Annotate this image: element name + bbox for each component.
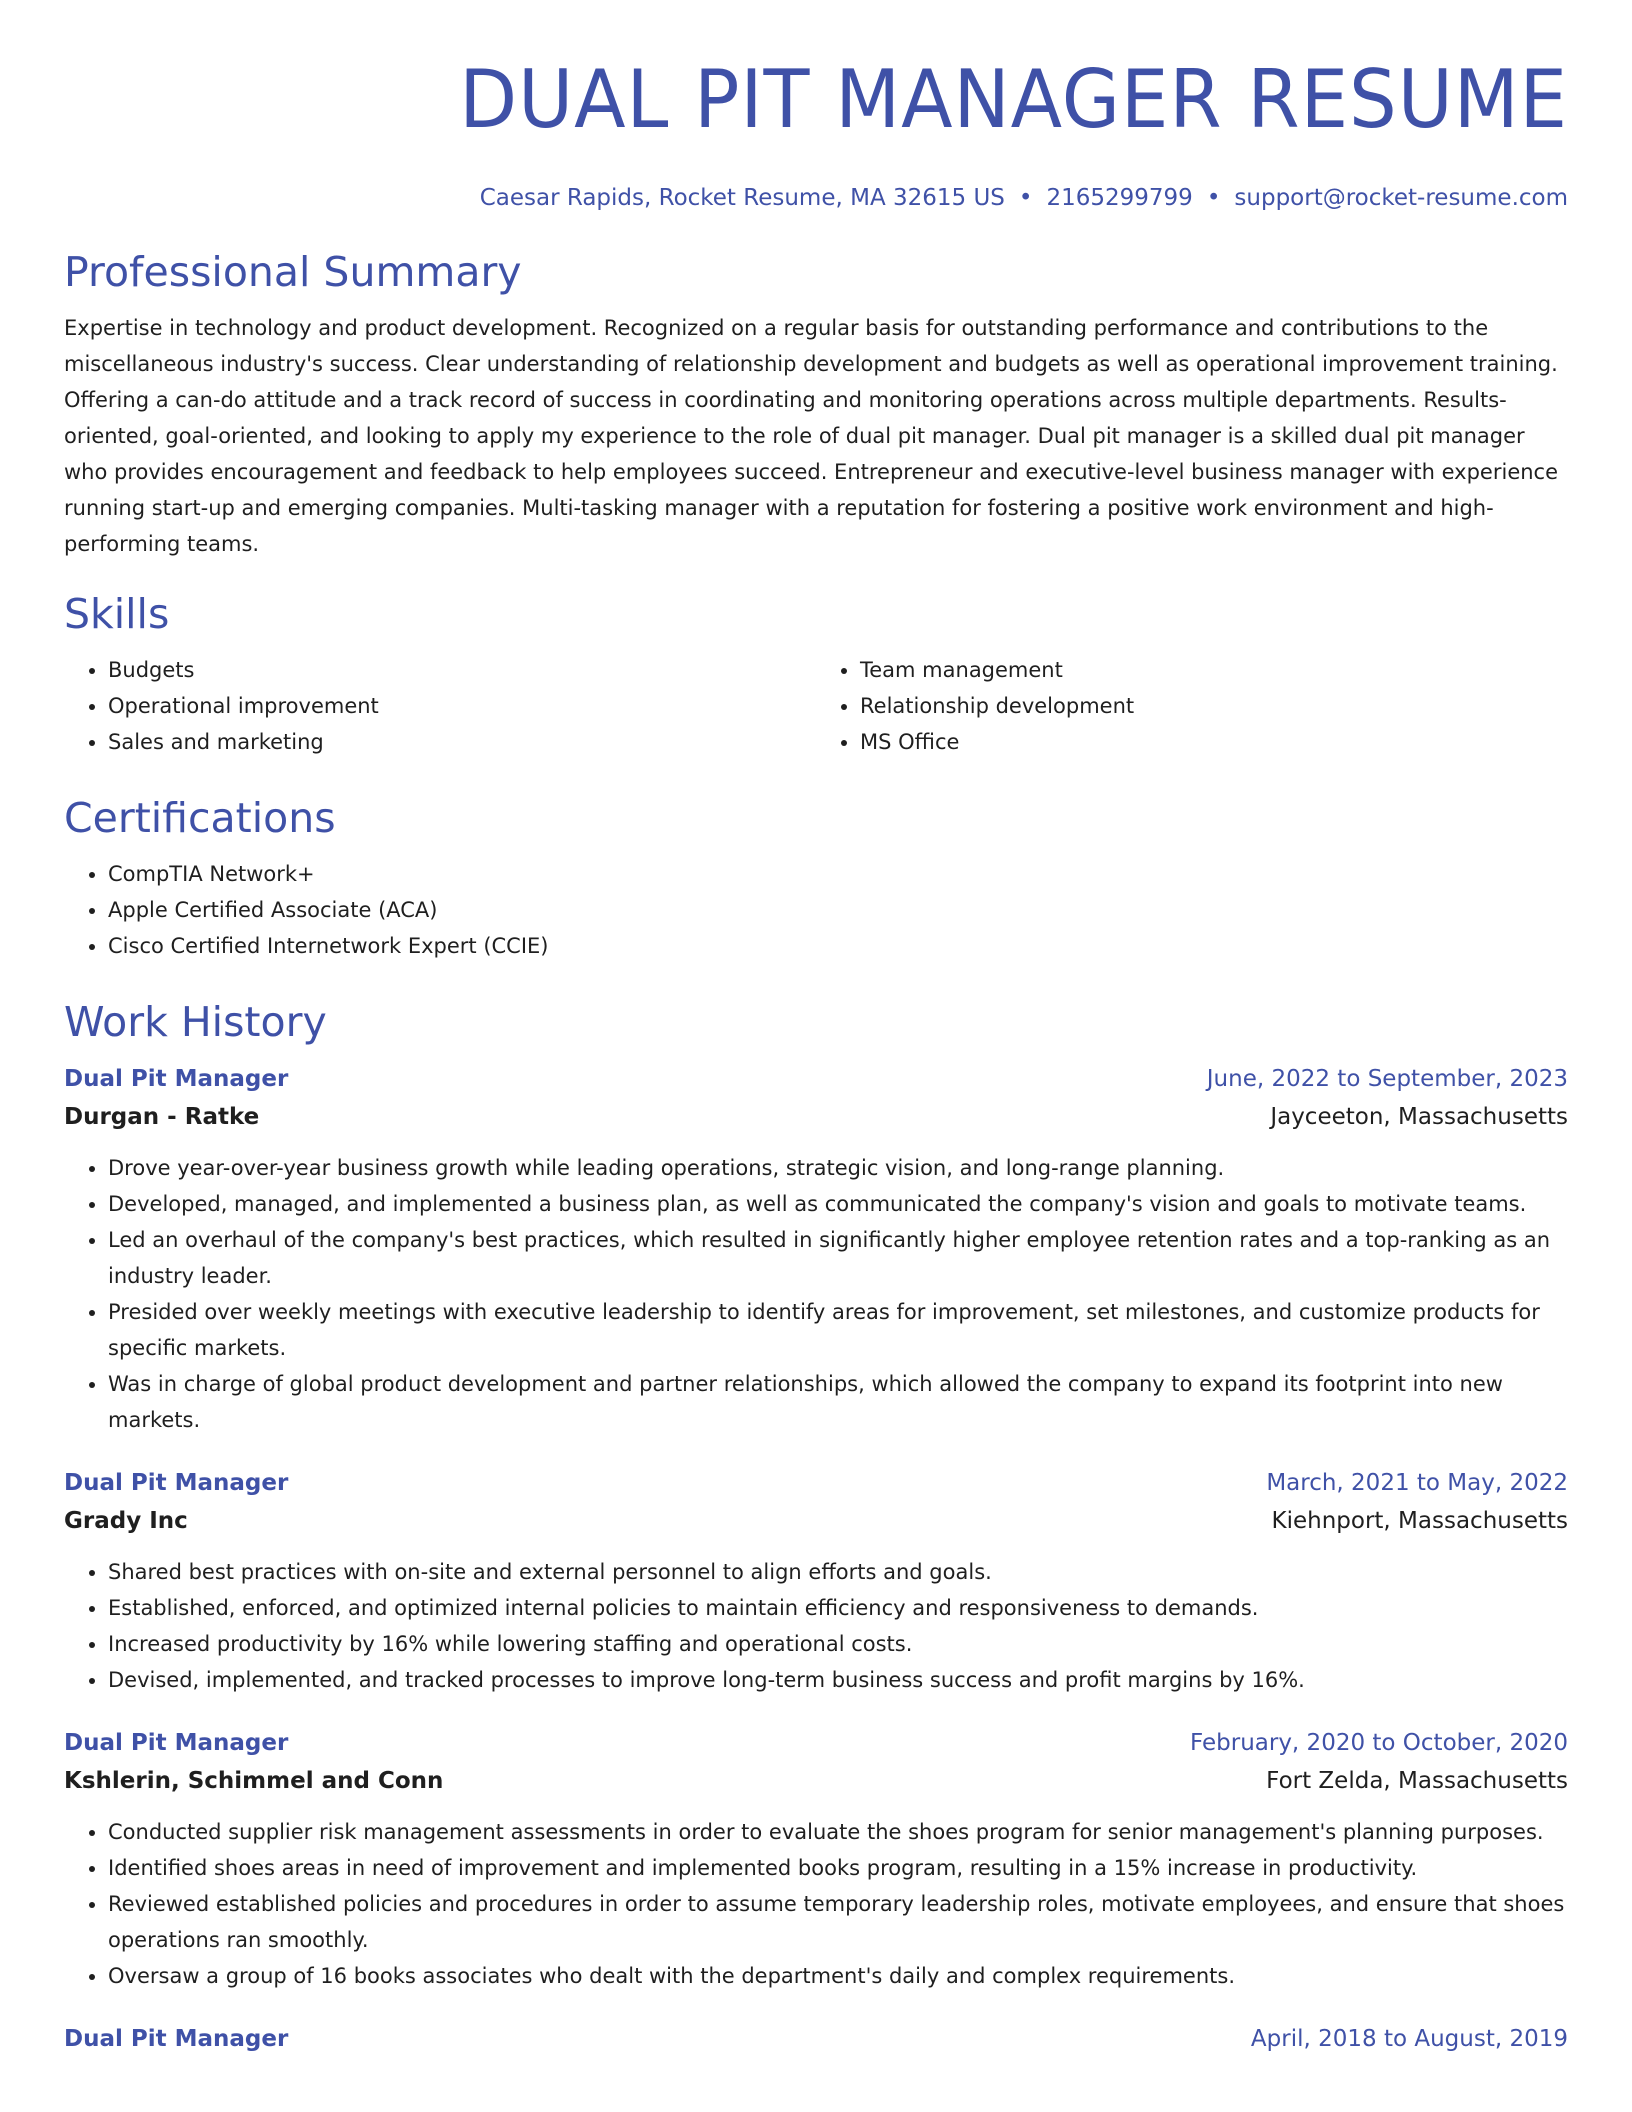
certification-item: • Apple Certified Associate (ACA) — [108, 892, 1568, 928]
work-history-heading: Work History — [64, 998, 327, 1046]
job-bullet: • Developed, managed, and implemented a business plan, as well as communicated the company's vision and goals to motivate teams. — [108, 1186, 1568, 1222]
contact-email: support@rocket-resume.com — [1234, 185, 1568, 211]
skills-list-right — [816, 652, 1568, 760]
job-bullet: • Identified shoes areas in need of improvement and implemented books program, resulting in a 15% increase in productivity. — [108, 1850, 1568, 1886]
job-bullet: • Increased productivity by 16% while lowering staffing and operational costs. — [108, 1626, 1568, 1662]
certifications-heading: Certifications — [64, 794, 336, 842]
job-location: Fort Zelda, Massachusetts — [1266, 1768, 1568, 1794]
certification-item: • CompTIA Network+ — [108, 856, 1568, 892]
job-bullets — [64, 1814, 1568, 1994]
job-entry — [64, 1464, 1568, 1698]
job-bullet: • Conducted supplier risk management assessments in order to evaluate the shoes program for senior management's planning purposes. — [108, 1814, 1568, 1850]
skill-item: • Team management — [860, 652, 1568, 688]
job-bullet: • Led an overhaul of the company's best practices, which resulted in significantly higher employee retention rates and a top-ranking as an industry leader. — [108, 1222, 1568, 1294]
job-entry — [64, 1724, 1568, 1994]
contact-phone: 2165299799 — [1046, 185, 1193, 211]
job-location: Kiehnport, Massachusetts — [1271, 1508, 1568, 1534]
job-bullet: • Was in charge of global product development and partner relationships, which allowed the company to expand its footprint into new markets. — [108, 1366, 1568, 1438]
job-bullet: • Reviewed established policies and procedures in order to assume temporary leadership roles, motivate employees, and ensure that shoes operations ran smoothly. — [108, 1886, 1568, 1958]
job-entry — [64, 2020, 1568, 2058]
resume-title: DUAL PIT MANAGER RESUME — [459, 53, 1568, 146]
certification-item: • Cisco Certified Internetwork Expert (CCIE) — [108, 928, 1568, 964]
skill-item: • Relationship development — [860, 688, 1568, 724]
job-company: Kshlerin, Schimmel and Conn — [64, 1768, 444, 1794]
contact-separator: • — [1206, 185, 1221, 211]
job-bullet: • Drove year-over-year business growth while leading operations, strategic vision, and long-range planning. — [108, 1150, 1568, 1186]
skills-heading: Skills — [64, 590, 170, 638]
skills-list-left — [64, 652, 816, 760]
job-title: Dual Pit Manager — [64, 1730, 289, 1756]
job-title: Dual Pit Manager — [64, 2026, 289, 2052]
job-bullet: • Devised, implemented, and tracked processes to improve long-term business success and profit margins by 16%. — [108, 1662, 1568, 1698]
job-dates: February, 2020 to October, 2020 — [1190, 1730, 1568, 1756]
job-location: Jayceeton, Massachusetts — [1270, 1104, 1568, 1130]
contact-line — [64, 182, 1568, 214]
summary-heading: Professional Summary — [64, 248, 522, 296]
skill-item: • Operational improvement — [108, 688, 816, 724]
job-dates: April, 2018 to August, 2019 — [1250, 2026, 1568, 2052]
job-dates: March, 2021 to May, 2022 — [1266, 1470, 1568, 1496]
resume-page — [64, 0, 1568, 2058]
job-entry — [64, 1060, 1568, 1438]
skills-columns — [64, 652, 1568, 760]
job-bullets — [64, 1150, 1568, 1438]
job-company: Durgan - Ratke — [64, 1104, 260, 1130]
job-bullets — [64, 1554, 1568, 1698]
job-bullet: • Oversaw a group of 16 books associates who dealt with the department's daily and complex requirements. — [108, 1958, 1568, 1994]
job-title: Dual Pit Manager — [64, 1470, 289, 1496]
skill-item: • Sales and marketing — [108, 724, 816, 760]
contact-separator: • — [1018, 185, 1033, 211]
job-bullet: • Shared best practices with on-site and external personnel to align efforts and goals. — [108, 1554, 1568, 1590]
skill-item: • Budgets — [108, 652, 816, 688]
job-dates: June, 2022 to September, 2023 — [1206, 1066, 1568, 1092]
job-bullet: • Presided over weekly meetings with executive leadership to identify areas for improvement, set milestones, and customize products for specific markets. — [108, 1294, 1568, 1366]
contact-address: Caesar Rapids, Rocket Resume, MA 32615 US — [479, 185, 1005, 211]
skill-item: • MS Office — [860, 724, 1568, 760]
summary-text: Expertise in technology and product development. Recognized on a regular basis for outstanding performance and contributions to the miscellaneous industry's success. Clear understanding of relationship development and budgets as well as operational improvement training. Offering a can-do attitude and a track record of success in coordinating and monitoring operations across multiple departments. Results-oriented, goal-oriented, and looking to apply my experience to the role of dual pit manager. Dual pit manager is a skilled dual pit manager who provides encouragement and feedback to help employees succeed. Entrepreneur and executive-level business manager with experience running start-up and emerging companies. Multi-tasking manager with a reputation for fostering a positive work environment and high-performing teams. — [64, 316, 1559, 556]
job-company: Grady Inc — [64, 1508, 188, 1534]
job-title: Dual Pit Manager — [64, 1066, 289, 1092]
job-bullet: • Established, enforced, and optimized internal policies to maintain efficiency and responsiveness to demands. — [108, 1590, 1568, 1626]
certifications-list — [64, 856, 1568, 964]
